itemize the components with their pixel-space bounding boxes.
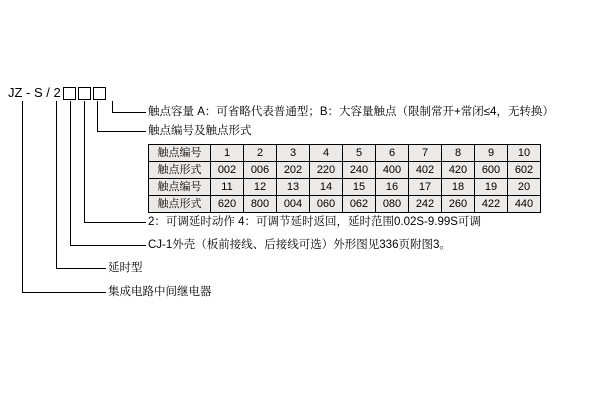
table-cell: 15 bbox=[343, 179, 376, 196]
table-row-header: 触点形式 bbox=[149, 196, 211, 213]
table-cell: 3 bbox=[277, 145, 310, 162]
annotation-delay-type: 延时型 bbox=[108, 262, 143, 274]
table-cell: 080 bbox=[376, 196, 409, 213]
table-cell: 422 bbox=[475, 196, 508, 213]
table-cell: 10 bbox=[508, 145, 541, 162]
table-cell: 220 bbox=[310, 162, 343, 179]
table-cell: 16 bbox=[376, 179, 409, 196]
table-cell: 4 bbox=[310, 145, 343, 162]
table-cell: 062 bbox=[343, 196, 376, 213]
table-cell: 240 bbox=[343, 162, 376, 179]
code-box-2 bbox=[78, 87, 91, 100]
leader-line-case-vertical bbox=[70, 101, 71, 245]
leader-line-capacity-horizontal bbox=[112, 112, 146, 113]
table-cell: 400 bbox=[376, 162, 409, 179]
table-cell: 402 bbox=[409, 162, 442, 179]
table-cell: 12 bbox=[244, 179, 277, 196]
table-row bbox=[149, 179, 541, 196]
table-cell: 8 bbox=[442, 145, 475, 162]
annotation-case-type: CJ-1外壳（板前接线、后接线可选）外形图见336页附图3。 bbox=[148, 239, 451, 251]
table-cell: 440 bbox=[508, 196, 541, 213]
table-cell: 602 bbox=[508, 162, 541, 179]
table-cell: 060 bbox=[310, 196, 343, 213]
table-row-header: 触点形式 bbox=[149, 162, 211, 179]
contact-table bbox=[148, 144, 541, 213]
table-cell: 14 bbox=[310, 179, 343, 196]
model-code-text: JZ - S / 2 bbox=[8, 85, 61, 100]
table-cell: 6 bbox=[376, 145, 409, 162]
table-cell: 18 bbox=[442, 179, 475, 196]
table-cell: 7 bbox=[409, 145, 442, 162]
table-row-header: 触点编号 bbox=[149, 145, 211, 162]
table-row bbox=[149, 196, 541, 213]
leader-line-productname-horizontal bbox=[22, 292, 106, 293]
table-cell: 242 bbox=[409, 196, 442, 213]
leader-line-delaytype-horizontal bbox=[56, 268, 106, 269]
leader-line-delayaction-horizontal bbox=[84, 222, 146, 223]
code-box-3 bbox=[93, 87, 106, 100]
table-cell: 420 bbox=[442, 162, 475, 179]
table-cell: 17 bbox=[409, 179, 442, 196]
table-cell: 620 bbox=[211, 196, 244, 213]
leader-line-case-horizontal bbox=[70, 245, 146, 246]
leader-line-contactform-vertical bbox=[97, 101, 98, 131]
leader-line-contactform-horizontal bbox=[97, 131, 146, 132]
table-cell: 800 bbox=[244, 196, 277, 213]
table-row bbox=[149, 145, 541, 162]
annotation-contact-number-form: 触点编号及触点形式 bbox=[148, 125, 252, 137]
annotation-contact-capacity: 触点容量 A：可省略代表普通型；B：大容量触点（限制常开+常闭≤4，无转换） bbox=[148, 106, 554, 118]
leader-line-delayaction-vertical bbox=[84, 101, 85, 222]
table-cell: 600 bbox=[475, 162, 508, 179]
table-cell: 006 bbox=[244, 162, 277, 179]
table-cell: 002 bbox=[211, 162, 244, 179]
leader-line-productname-vertical bbox=[22, 101, 23, 292]
table-cell: 1 bbox=[211, 145, 244, 162]
table-cell: 5 bbox=[343, 145, 376, 162]
table-cell: 20 bbox=[508, 179, 541, 196]
table-cell: 11 bbox=[211, 179, 244, 196]
table-cell: 19 bbox=[475, 179, 508, 196]
leader-line-delaytype-vertical bbox=[56, 101, 57, 268]
table-row bbox=[149, 162, 541, 179]
table-cell: 9 bbox=[475, 145, 508, 162]
table-cell: 202 bbox=[277, 162, 310, 179]
contact-table-wrapper bbox=[148, 144, 541, 213]
code-box-1 bbox=[63, 87, 76, 100]
annotation-product-name: 集成电路中间继电器 bbox=[108, 286, 212, 298]
model-code bbox=[8, 86, 106, 100]
table-cell: 13 bbox=[277, 179, 310, 196]
table-cell: 2 bbox=[244, 145, 277, 162]
annotation-delay-action: 2：可调延时动作 4：可调节延时返回，延时范围0.02S-9.99S可调 bbox=[148, 216, 481, 228]
table-row-header: 触点编号 bbox=[149, 179, 211, 196]
table-cell: 004 bbox=[277, 196, 310, 213]
table-cell: 260 bbox=[442, 196, 475, 213]
